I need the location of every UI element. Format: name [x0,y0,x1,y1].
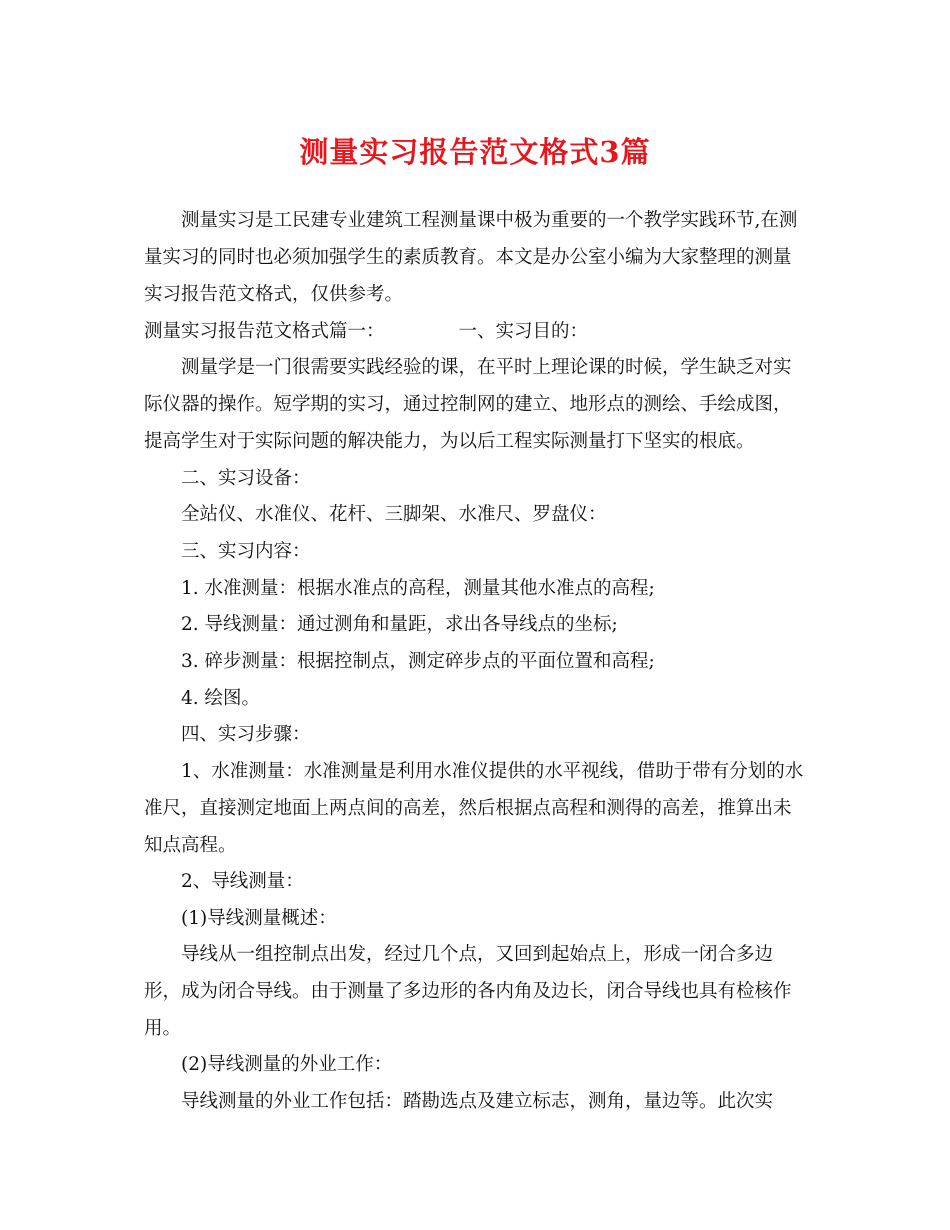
document-title: 测量实习报告范文格式3篇 [299,135,651,169]
list-item: 1. 水准测量：根据水准点的高程，测量其他水准点的高程; [181,578,655,599]
subsection-heading: 一、实习目的： [458,321,589,342]
list-item: 2. 导线测量：通过测角和量距，求出各导线点的坐标; [181,614,618,635]
subsection-heading: 四、实习步骤： [181,724,311,745]
subsection-heading: 2、导线测量： [181,871,304,892]
paragraph-line: 量实习的同时也必须加强学生的素质教育。本文是办公室小编为大家整理的测量 [144,247,792,268]
paragraph-line: 导线从一组控制点出发，经过几个点，又回到起始点上，形成一闭合多边 [181,944,774,965]
subsection-heading: 二、实习设备： [181,468,311,489]
section-heading-line [144,319,588,345]
paragraph-line: 准尺，直接测定地面上两点间的高差，然后根据点高程和测得的高差，推算出未 [144,798,792,819]
paragraph-line: 1、水准测量：水准测量是利用水准仪提供的水平视线，借助于带有分划的水 [181,761,804,782]
subsection-heading: (2)导线测量的外业工作： [181,1054,393,1075]
paragraph-line: 用。 [144,1018,182,1039]
list-item: 4. 绘图。 [181,688,261,709]
subsection-heading: 三、实习内容： [181,541,311,562]
paragraph-line: 全站仪、水准仪、花杆、三脚架、水准尺、罗盘仪： [181,504,607,525]
paragraph-line: 知点高程。 [144,835,237,856]
paragraph-line: 际仪器的操作。短学期的实习，通过控制网的建立、地形点的测绘、手绘成图， [144,394,792,415]
paragraph-line: 形，成为闭合导线。由于测量了多边形的各内角及边长，闭合导线也具有检核作 [144,981,792,1002]
paragraph-line: 导线测量的外业工作包括：踏勘选点及建立标志，测角，量边等。此次实 [181,1091,774,1112]
paragraph-line: 提高学生对于实际问题的解决能力，为以后工程实际测量打下坚实的根底。 [144,431,755,452]
paragraph-line: 实习报告范文格式，仅供参考。 [144,284,404,305]
section-heading: 测量实习报告范文格式篇一： [144,321,385,342]
subsection-heading: (1)导线测量概述： [181,908,337,929]
paragraph-line: 测量实习是工民建专业建筑工程测量课中极为重要的一个教学实践环节,在测 [181,210,798,231]
paragraph-line: 测量学是一门很需要实践经验的课，在平时上理论课的时候，学生缺乏对实 [181,357,792,378]
list-item: 3. 碎步测量：根据控制点，测定碎步点的平面位置和高程; [181,651,655,672]
